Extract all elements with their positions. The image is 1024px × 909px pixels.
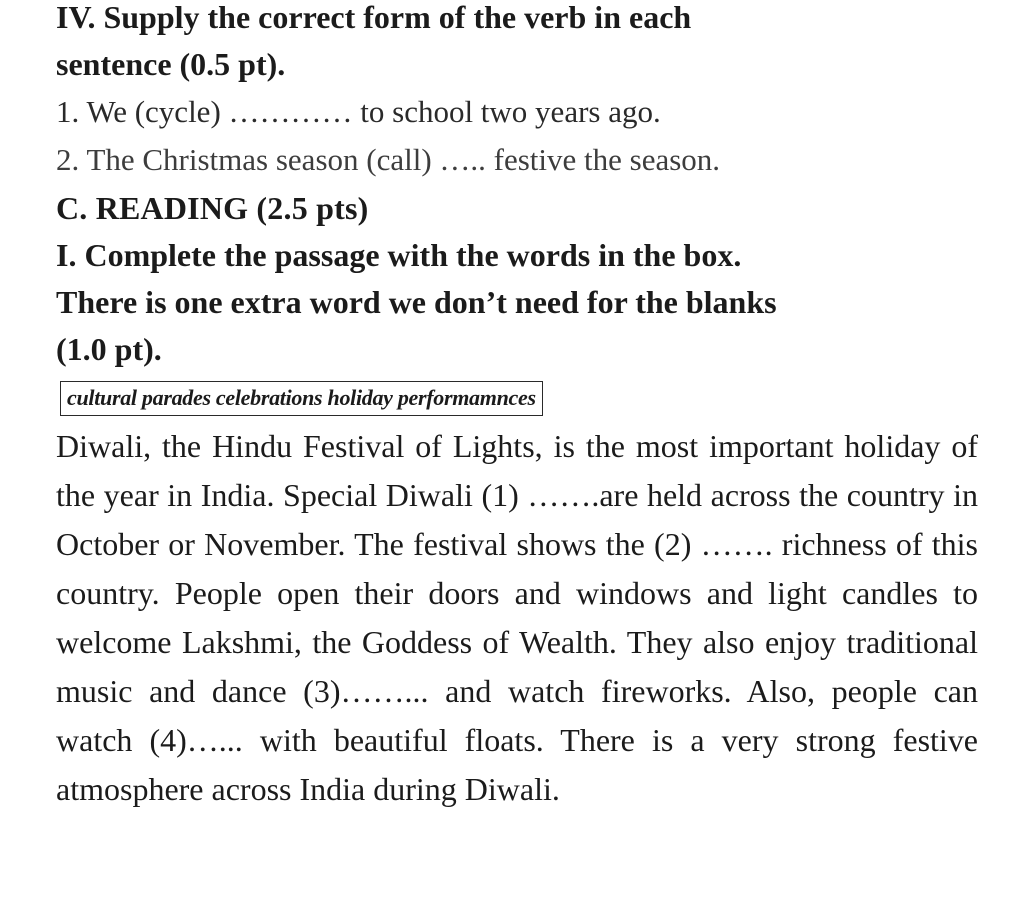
- reading-passage-text: Diwali, the Hindu Festival of Lights, is the most important holiday of the year in India. Special Diwali (1) …….are held across the country in October or November. The festival shows the (2) ……. richness of this country. People open their doors and windows and light candles to welcome Lakshmi, the Goddess of Wealth. They also enjoy traditional music and dance (3)……... and watch fireworks. Also, people can watch (4)…... with beautiful floats. There is a very strong festive atmosphere across India during Diwali.: [56, 428, 978, 807]
- word-box-container: [56, 381, 978, 416]
- section-c-instruction-line1: I. Complete the passage with the words in the box.: [56, 237, 742, 273]
- exercise-iv-heading-line2: sentence (0.5 pt).: [56, 46, 286, 82]
- exercise-iv-heading: [56, 0, 978, 88]
- word-box: cultural parades celebrations holiday performamnces: [60, 381, 543, 416]
- exercise-iv-question-2: 2. The Christmas season (call) ….. festive the season.: [56, 142, 721, 177]
- section-c-title: C. READING (2.5 pts): [56, 190, 369, 226]
- section-c-instruction-line2: There is one extra word we don’t need for the blanks: [56, 284, 777, 320]
- exercise-iv-question-1: 1. We (cycle) ………… to school two years ago.: [56, 94, 661, 129]
- reading-passage: [56, 422, 978, 814]
- exercise-iv-heading-line1: IV. Supply the correct form of the verb in each: [56, 0, 692, 35]
- section-c-instruction-line3: (1.0 pt).: [56, 331, 162, 367]
